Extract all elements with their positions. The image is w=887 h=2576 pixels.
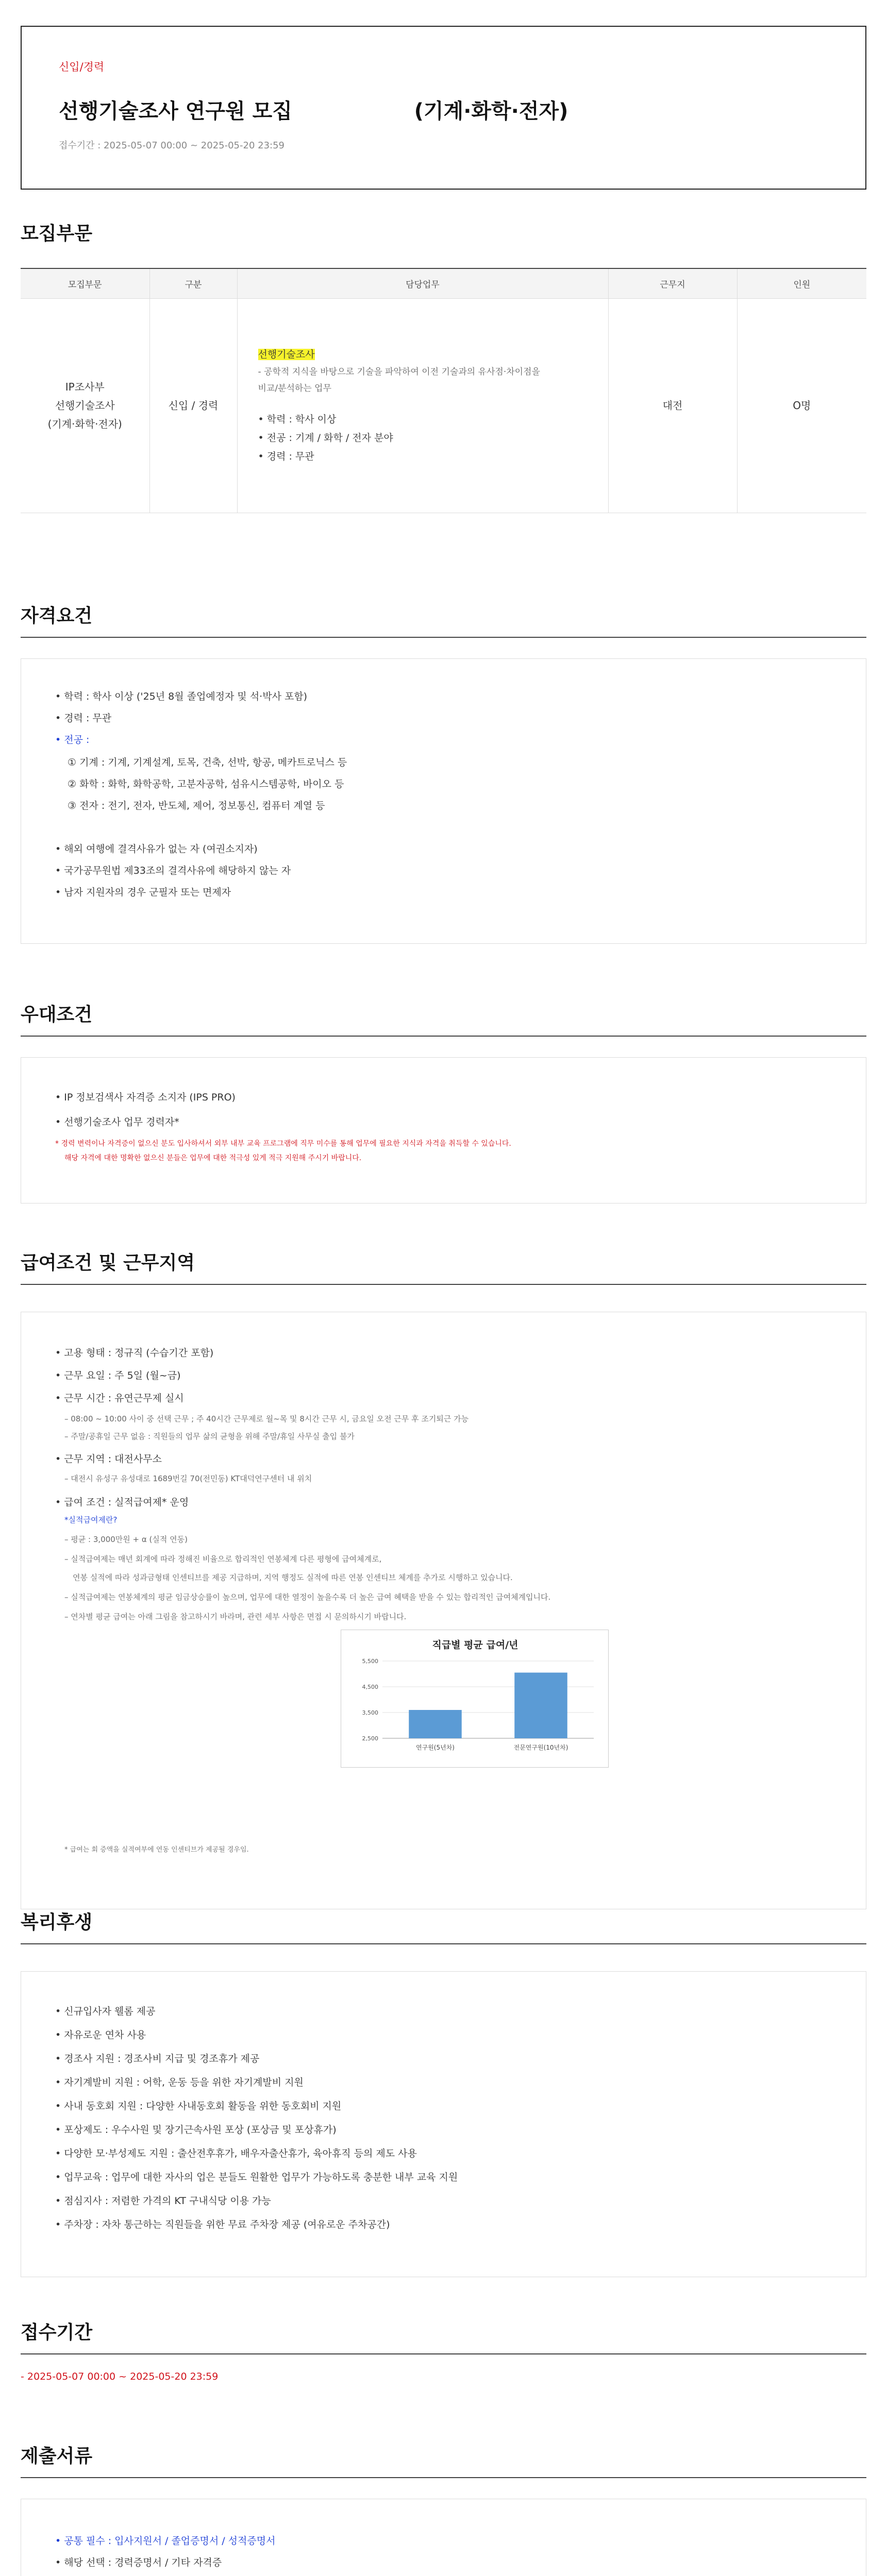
section-heading: 복리후생 (21, 1912, 93, 1933)
col-header: 모집부문 (21, 268, 149, 298)
section-preference (21, 1004, 866, 1162)
section-period (21, 2322, 866, 2382)
duty-cell: 선행기술조사 - 공학적 지식을 바탕으로 기술을 파악하여 이전 기술과의 유사점·차이점을 비교/분석하는 업무 • 학력 : 학사 이상 • 전공 : 기계 / 화학 / 전자 분야 • 경력 : 무관 (237, 298, 608, 513)
welfare-box: • 신규입사자 웰롬 제공 • 자유로운 연차 사용 • 경조사 지원 : 경조사비 지급 및 경조휴가 제공 • 자기계발비 지원 : 어학, 운동 등을 위한 자기계발비 지원 • 사내 동호회 지원 : 다양한 사내동호회 활동을 위한 동호회비 지원 • 포상제도 : 우수사원 및 장기근속사원 포상 (포상금 및 포상휴가) • 다양한 모·부성제도 지원 : 출산전후휴가, 배우자출산휴가, 육아휴직 등의 제도 사용 • 업무교육 : 업무에 대한 자사의 업은 분들도 원활한 업무가 가능하도록 충분한 내부 교육 지원 • 점심지사 : 저렴한 가격의 KT 구내식당 이용 가능 • 주차장 : 자차 통근하는 직원들을 위한 무료 주차장 제공 (여유로운 주차공간) (21, 1971, 866, 2277)
col-header: 구분 (149, 268, 237, 298)
type-cell: 신입 / 경력 (149, 298, 237, 513)
hire-type-tag: 신입/경력 (59, 61, 105, 73)
y-tick-label: 2,500 (362, 1735, 378, 1742)
salary-chart (341, 1630, 609, 1768)
posting-header (21, 26, 866, 190)
posting-period: 접수기간 : 2025-05-07 00:00 ~ 2025-05-20 23:59 (59, 140, 284, 151)
section-heading: 우대조건 (21, 1004, 93, 1025)
qualification-box: • 학력 : 학사 이상 ('25년 8월 졸업예정자 및 석·박사 포함) • 경력 : 무관 • 전공 : ① 기계 : 기계, 기계설계, 토목, 건축, 선박, 항공, 메카트로닉스 등 ② 화학 : 화학, 화학공학, 고분자공학, 섬유시스템공학, 바이오 등 ③ 전자 : 전기, 전자, 반도체, 제어, 정보통신, 컴퓨터 계열 등 • 해외 여행에 결격사유가 없는 자 (여권소지자) • 국가공무원법 제33조의 결격사유에 해당하지 않는 자 • 남자 지원자의 경우 군필자 또는 면제자 (21, 658, 866, 944)
section-heading: 접수기간 (21, 2322, 93, 2343)
section-rule (21, 637, 866, 638)
section-heading: 자격요건 (21, 605, 93, 626)
y-tick-label: 5,500 (362, 1658, 378, 1665)
section-heading: 급여조건 및 근무지역 (21, 1252, 195, 1274)
chart-plot (341, 1630, 609, 1768)
dept-cell: IP조사부 선행기술조사 (기계·화학·전자) (21, 298, 149, 513)
preference-box: • IP 정보검색사 자격증 소지자 (IPS PRO) • 선행기술조사 업무 경력자* * 경력 변력이나 자격증이 없으신 분도 입사하셔서 외부 내부 교육 프로그램에 직무 미수를 통해 업무에 필요한 지식과 자격을 취득할 수 있습니다. 해당 자격에 대한 명확한 없으신 분들은 업무에 대한 적극성 있게 적극 지원해 주시기 바랍니다. (21, 1057, 866, 1204)
section-rule (21, 1036, 866, 1037)
chart-bar (409, 1710, 462, 1738)
y-tick-label: 4,500 (362, 1684, 378, 1690)
location-cell: 대전 (608, 298, 737, 513)
col-header: 담당업무 (237, 268, 608, 298)
count-cell: O명 (737, 298, 866, 513)
section-qualification (21, 605, 866, 898)
col-header: 근무지 (608, 268, 737, 298)
section-rule (21, 1943, 866, 1944)
section-rule (21, 1284, 866, 1285)
x-tick-label: 전문연구원(10년차) (513, 1744, 568, 1751)
period-text: - 2025-05-07 00:00 ~ 2025-05-20 23:59 (21, 2371, 219, 2382)
duty-title: 선행기술조사 (258, 348, 315, 360)
x-tick-label: 연구원(5년차) (416, 1744, 455, 1751)
section-heading: 모집부문 (21, 223, 93, 244)
posting-title: 선행기술조사 연구원 모집 (기계·화학·전자) (59, 99, 568, 123)
col-header: 인원 (737, 268, 866, 298)
table-row (21, 298, 866, 513)
section-heading: 제출서류 (21, 2446, 93, 2467)
y-tick-label: 3,500 (362, 1709, 378, 1716)
section-documents (21, 2446, 866, 2568)
section-recruit (21, 223, 866, 463)
documents-box: • 공통 필수 : 입사지원서 / 졸업증명서 / 성적증명서 • 해당 선택 : 경력증명서 / 기타 자격증 (21, 2499, 866, 2576)
chart-bar (514, 1673, 567, 1739)
salary-box: • 고용 형태 : 정규직 (수습기간 포함) • 근무 요일 : 주 5일 (월~금) • 근무 시간 : 유연근무제 실시 – 08:00 ~ 10:00 사이 중 선택 근무 ; 주 40시간 근무제로 월~목 및 8시간 근무 시, 금요일 오전 근무 후 조기퇴근 가능 – 주말/공휴일 근무 없음 : 직원들의 업무 삶의 균형을 위해 주말/휴일 사무실 출입 불가 • 근무 지역 : 대전사무소 – 대전시 유성구 유성대로 1689번길 70(전민동) KT대덕연구센터 내 위치 • 급여 조건 : 실적급여제* 운영 *실적급여제란? – 평균 : 3,000만원 + α (실적 연동) – 실적급여제는 매년 회계에 따라 정해진 비율으로 합리적인 연봉체계 다른 평형에 급여체계로, 연봉 실적에 따라 성과금형태 인센티브를 제공 지급하며, 지역 행정도 실적에 따른 연봉 인센티브 체계를 추가로 시행하고 있습니다. – 실적급여제는 연봉체계의 평균 임금상승률이 높으며, 업무에 대한 열정이 높을수록 더 높은 급여 혜택을 받을 수 있는 합리적인 급여체계입니다. – 연차별 평균 급여는 아래 그림을 참고하시기 바라며, 관련 세부 사항은 면접 시 문의하시기 바랍니다. 직급별 평균 급여/년 2,500 3,500 4,500 5,500 연구원(5년차) 전문연구원(10년차) * 급여는 회 증액을 실적여부에 연동 인센티브가 제공될 경우임. (21, 1312, 866, 1909)
recruit-table (21, 268, 866, 513)
section-rule (21, 2477, 866, 2478)
section-salary (21, 1252, 866, 1854)
recruit-table-box (21, 268, 866, 512)
section-rule (21, 2353, 866, 2354)
section-welfare (21, 1912, 866, 2230)
chart-title: 직급별 평균 급여/년 (432, 1639, 518, 1651)
